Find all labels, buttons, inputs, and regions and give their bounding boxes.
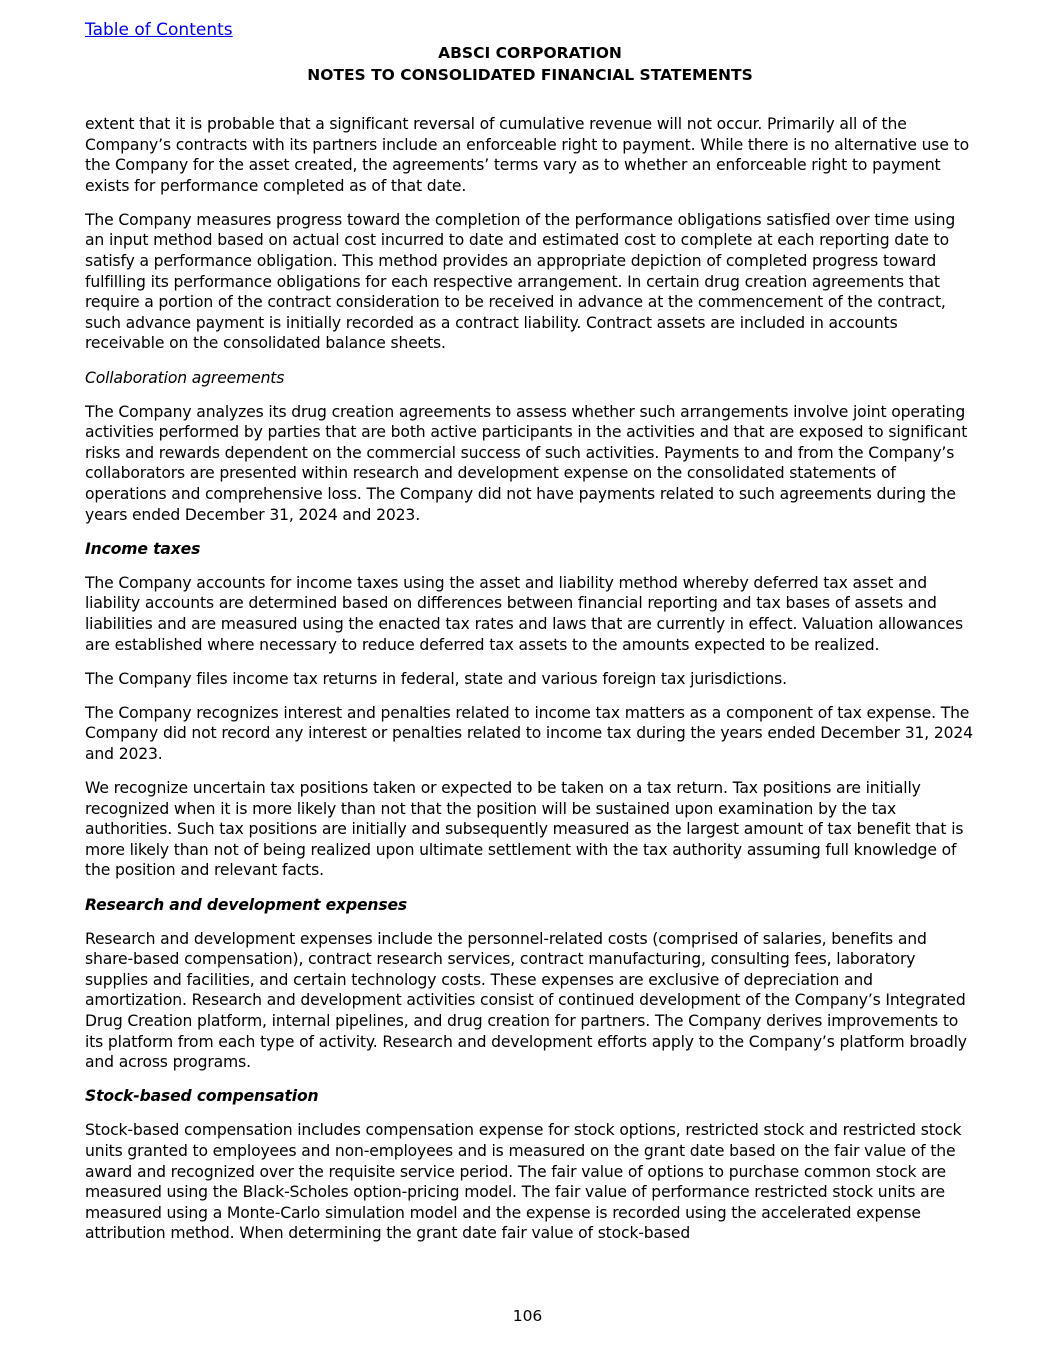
body-text [85,114,975,1244]
heading-income-taxes: Income taxes [85,539,201,558]
paragraph: Stock-based compensation includes compensation expense for stock options, restricted stock and restricted stock units granted to employees and non-employees and is measured on the grant date based on the fair value of the award and recognized over the requisite service period. The fair value of options to purchase common stock are measured using the Black-Scholes option-pricing model. The fair value of performance restricted stock units are measured using a Monte-Carlo simulation model and the expense is recorded using the accelerated expense attribution method. When determining the grant date fair value of stock-based [85,1121,962,1243]
document-header [85,42,975,86]
subheading-collaboration-agreements: Collaboration agreements [85,368,285,387]
paragraph: The Company files income tax returns in federal, state and various foreign tax jurisdictions. [85,669,787,688]
paragraph: We recognize uncertain tax positions taken or expected to be taken on a tax return. Tax positions are initially recognized when it is more likely than not that the position will be sustained upon examination by the tax authorities. Such tax positions are initially and subsequently measured as the largest amount of tax benefit that is more likely than not of being realized upon ultimate settlement with the tax authority assuming full knowledge of the position and relevant facts. [85,779,964,880]
page-number: 106 [512,1307,543,1325]
paragraph: Research and development expenses include the personnel-related costs (comprised of salaries, benefits and share-based compensation), contract research services, contract manufacturing, consulting fees, laboratory supplies and facilities, and certain technology costs. These expenses are exclusive of depreciation and amortization. Research and development activities consist of continued development of the Company’s Integrated Drug Creation platform, internal pipelines, and drug creation for partners. The Company derives improvements to its platform from each type of activity. Research and development efforts apply to the Company’s platform broadly and across programs. [85,929,967,1072]
paragraph: The Company analyzes its drug creation agreements to assess whether such arrangements involve joint operating activities performed by parties that are both active participants in the activities and that are exposed to significant risks and rewards dependent on the commercial success of such activities. Payments to and from the Company’s collaborators are presented within research and development expense on the consolidated statements of operations and comprehensive loss. The Company did not have payments related to such agreements during the years ended December 31, 2024 and 2023. [85,402,968,524]
table-of-contents-link[interactable]: Table of Contents [85,20,233,40]
paragraph: The Company measures progress toward the completion of the performance obligations satisfied over time using an input method based on actual cost incurred to date and estimated cost to complete at each reporting date to satisfy a performance obligation. This method provides an appropriate depiction of completed progress toward fulfilling its performance obligations for each respective arrangement. In certain drug creation agreements that require a portion of the contract consideration to be received in advance at the commencement of the contract, such advance payment is initially recorded as a contract liability. Contract assets are included in accounts receivable on the consolidated balance sheets. [85,210,956,353]
paragraph: The Company recognizes interest and penalties related to income tax matters as a component of tax expense. The Company did not record any interest or penalties related to income tax during the years ended December 31, 2024 and 2023. [85,703,973,763]
paragraph: The Company accounts for income taxes using the asset and liability method whereby deferred tax asset and liability accounts are determined based on differences between financial reporting and tax bases of assets and liabilities and are measured using the enacted tax rates and laws that are currently in effect. Valuation allowances are established where necessary to reduce deferred tax assets to the amounts expected to be realized. [85,573,963,654]
company-name: ABSCI CORPORATION [438,44,622,62]
section-title: NOTES TO CONSOLIDATED FINANCIAL STATEMENTS [307,66,753,84]
heading-stock-based-compensation: Stock-based compensation [85,1087,319,1106]
document-page [85,18,975,1257]
heading-research-development: Research and development expenses [85,895,408,914]
paragraph: extent that it is probable that a significant reversal of cumulative revenue will not occur. Primarily all of the Company’s contracts with its partners include an enforceable right to payment. While there is no alternative use to the Company for the asset created, the agreements’ terms vary as to whether an enforceable right to payment exists for performance completed as of that date. [85,115,969,195]
